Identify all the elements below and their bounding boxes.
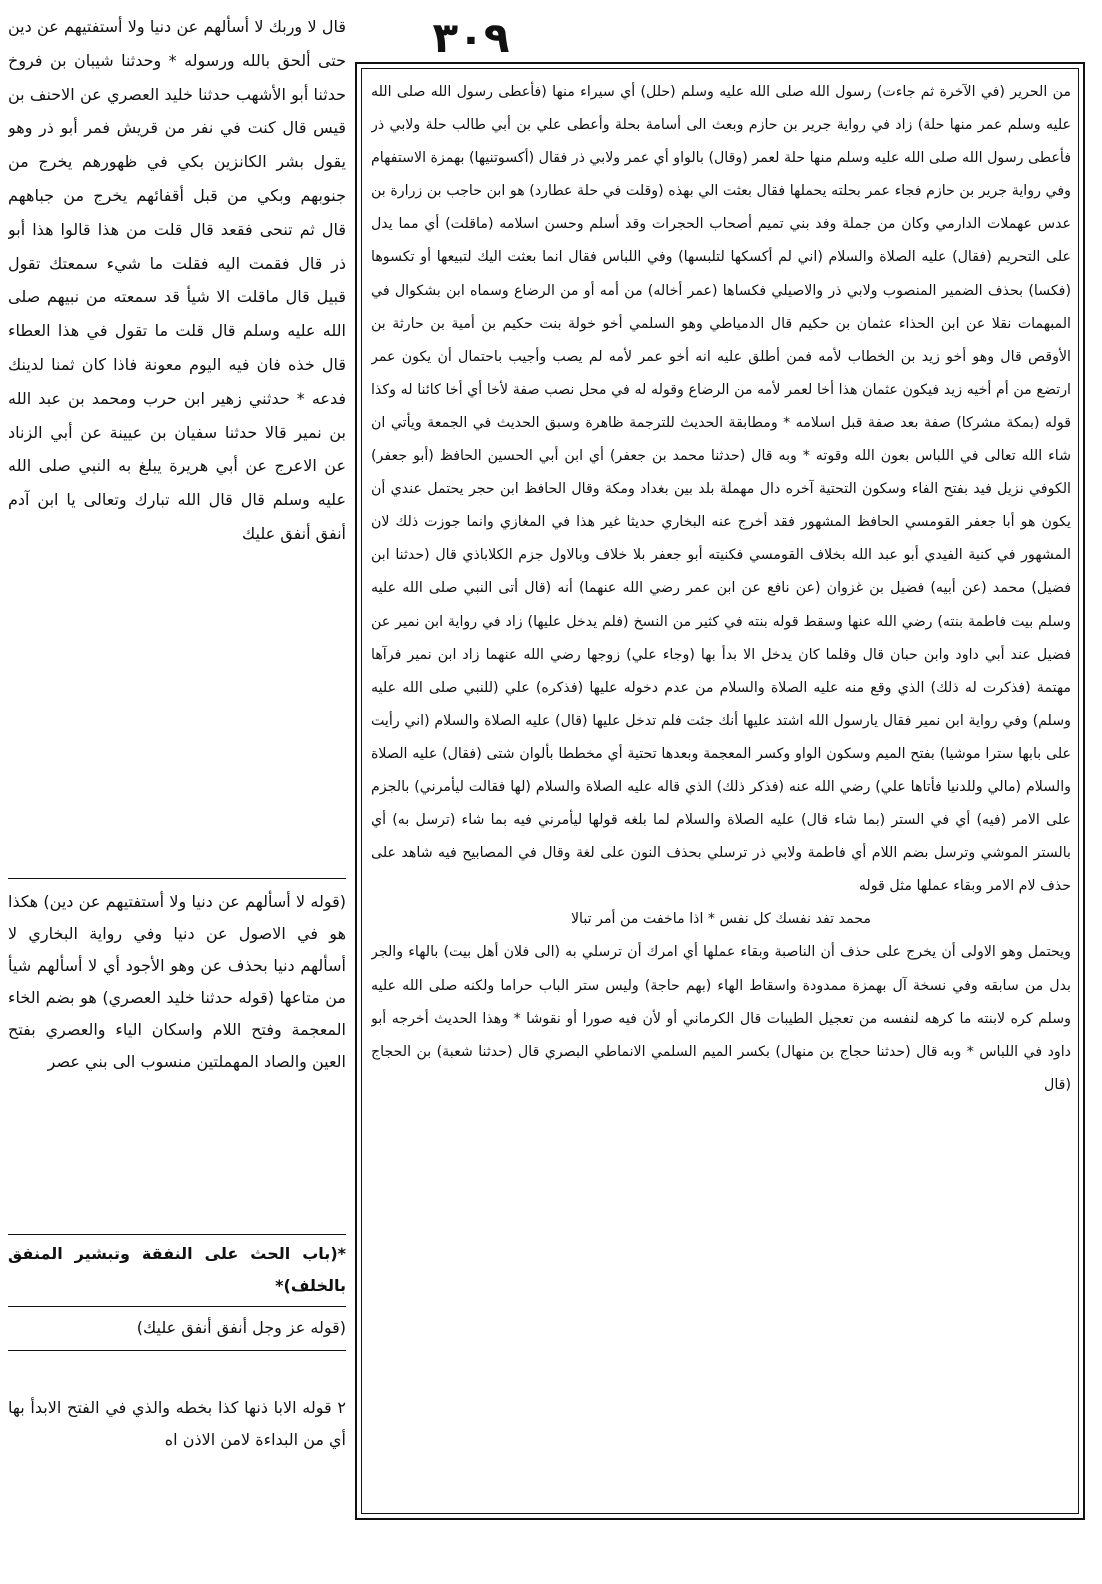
main-text-frame: [355, 62, 1085, 1520]
margin-note: (قوله عز وجل أنفق أنفق عليك): [136, 1318, 346, 1337]
chapter-heading: *(باب الحث على النفقة وتبشير المنفق بالخلف)*: [8, 1244, 346, 1295]
margin-divider: [8, 878, 346, 879]
main-paragraph: ويحتمل وهو الاولى أن يخرج على حذف أن الناصبة وبقاء عملها أي امرك أن ترسلي به (الى فلان أهل بيت) بالهاء والجر بدل من سابقه وفي نسخة آل بهمزة ممدودة واسقاط الهاء (بهم حاجة) وليس ستر الباب حراما ولكنه صلى الله عليه وسلم كره لابنته ما كرهه لنفسه من تعجيل الطيبات قال الكرماني أو لأن فيه صورا أو نقوشا * وهذا الحديث أخرجه أبو داود في اللباس * وبه قال (حدثنا حجاج بن منهال) بكسر الميم السلمي الانماطي البصري قال (حدثنا شعبة) بن الحجاج (قال: [371, 944, 1071, 1093]
main-commentary-text: [371, 76, 1071, 1506]
margin-paragraph: قال لا وربك لا أسألهم عن دنيا ولا أستفتيهم عن دين حتى ألحق بالله ورسوله * وحدثنا شيبان بن فروخ حدثنا أبو الأشهب حدثنا خليد العصري عن الاحنف بن قيس قال كنت في نفر من قريش فمر أبو ذر وهو يقول بشر الكانزين بكي في ظهورهم يخرج من جنوبهم وبكي من قبل أقفائهم يخرج من جباههم قال ثم تنحى فقعد قال قلت من هذا قالوا هذا أبو ذر قال فقمت اليه فقلت ما شيء سمعتك تقول قبيل قال ماقلت الا شيأ قد سمعته من نبيهم صلى الله عليه وسلم قال قلت ما تقول في هذا العطاء قال خذه فان فيه اليوم معونة فاذا كان ثمنا لدينك فدعه * حدثني زهير ابن حرب ومحمد بن عبد الله بن نمير قالا حدثنا سفيان بن عيينة عن أبي الزناد عن الاعرج عن أبي هريرة يبلغ به النبي صلى الله عليه وسلم قال قال الله تبارك وتعالى يا ابن آدم أنفق أنفق عليك: [8, 17, 346, 543]
margin-divider: [8, 1306, 346, 1307]
margin-divider: [8, 1234, 346, 1235]
margin-divider: [8, 1350, 346, 1351]
poetry-verse: محمد تفد نفسك كل نفس * اذا ماخفت من أمر تبالا: [570, 911, 872, 928]
margin-hadith-text: [8, 10, 346, 870]
main-paragraph: من الحرير (في الآخرة ثم جاءت) رسول الله صلى الله عليه وسلم (حلل) أي سيراء منها (فأعطى رسول الله صلى الله عليه وسلم عمر منها حلة) زاد في رواية جرير بن حازم وبعث الى أسامة بحلة وأعطى علي بن أبي طالب حلة ولابي ذر فأعطى رسول الله صلى الله عليه وسلم منها حلة لعمر (وقال) بالواو أي عمر ولابي ذر فقال (أكسوتنيها) بهمزة الاستفهام وفي رواية جرير بن حازم فجاء عمر بحلته يحملها فقال بعثت الي بهذه (وقلت في حلة عطارد) هو ابن حاجب بن زرارة بن عدس عهملات الدارمي وكان من جملة وفد بني تميم أصحاب الحجرات وقد أسلم وحسن اسلامه (ماقلت) أي مما يدل على التحريم (فقال) عليه الصلاة والسلام (اني لم أكسكها لتلبسها) وفي اللباس فقال انما بعثت اليك لتبيعها أو تكسوها (فكسا) بحذف الضمير المنصوب ولابي ذر والاصيلي فكساها (عمر أخاله) من أمه أو من الرضاع وسماه ابن بشكوال في المبهمات نقلا عن ابن الحذاء عثمان بن حكيم قال الدمياطي وهو السلمي أخو خولة بنت حكيم بن أمية بن حارثة بن الأوقص قال وهو أخو زيد بن الخطاب لأمه فمن أطلق عليه انه أخو عمر لأمه لم يصب وأجيب باحتمال أن يكون عمر ارتضع من أم أخيه زيد فيكون عثمان هذا أخا لعمر لأمه من الرضاع وقوله له في محل نصب صفة لأخا أي أخا كائنا له وكذا قوله (بمكة مشركا) صفة بعد صفة قبل اسلامه * ومطابقة الحديث للترجمة ظاهرة وسبق الحديث في الجمعة ويأتي ان شاء الله تعالى في اللباس بعون الله وقوته * وبه قال (حدثنا محمد بن جعفر) أي ابن أبي الحسين الحافظ (أبو جعفر) الكوفي نزيل فيد بفتح الفاء وسكون التحتية آخره دال مهملة بلد بين بغداد ومكة وقال الحافظ ابن حجر يحتمل عندي أن يكون هو أبا جعفر القومسي الحافظ المشهور فقد أخرج عنه البخاري حديثا غير هذا في المغازي وانما جوزت ذلك لان المشهور في كنية الفيدي أبو عبد الله بخلاف القومسي فكنيته أبو جعفر بلا خلاف وبالاول جزم الكلاباذي قال (حدثنا ابن فضيل) محمد (عن أبيه) فضيل بن غزوان (عن نافع عن ابن عمر رضي الله عنهما) أنه (قال أتى النبي صلى الله عليه وسلم بيت فاطمة بنته) رضي الله عنها وسقط قوله بنته في كثير من النسخ (فلم يدخل عليها) زاد في رواية ابن نمير عن فضيل عند أبي داود وابن حبان قال وقلما كان يدخل الا بدأ بها (وجاء علي) زوجها رضي الله عنهما زاد ابن نمير فرآها مهتمة (فذكرت له ذلك) الذي وقع منه عليه الصلاة والسلام من عدم دخوله عليها (فذكره) علي (للنبي صلى الله عليه وسلم) وفي رواية ابن نمير فقال يارسول الله اشتد عليها أنك جئت فلم تدخل عليها (قال) عليه الصلاة والسلام (اني رأيت على بابها سترا موشيا) بفتح الميم وسكون الواو وكسر المعجمة وبعدها تحتية أي مخططا بألوان شتى (فقال) عليه الصلاة والسلام (مالي وللدنيا فأتاها علي) رضي الله عنه (فذكر ذلك) الذي قاله عليه الصلاة والسلام (لها فقالت ليأمرني) بالجزم على الامر (فيه) أي في الستر (بما شاء قال) عليه الصلاة والسلام لما بلغه قولها ليأمرني فيه بما شاء (ترسل به) أي بالستر الموشي وترسل بضم اللام أي فاطمة ولابي ذر ترسلي بحذف النون على لغة وقال في المصابيح فيه شاهد على حذف لام الامر وبقاء عملها مثل قوله: [371, 84, 1071, 895]
page-number: ٣٠٩: [432, 13, 510, 62]
margin-note: (قوله لا أسألهم عن دنيا ولا أستفتيهم عن دين) هكذا هو في الاصول عن دنيا وفي رواية البخاري لا أسألهم دنيا بحذف عن وهو الأجود أي لا أسألهم شيأ من متاعها (قوله حدثنا خليد العصري) هو بضم الخاء المعجمة وفتح اللام واسكان الياء والعصري بفتح العين والصاد المهملتين منسوب الى بني عصر: [8, 892, 346, 1071]
footnote: ٢ قوله الابا ذنها كذا بخطه والذي في الفتح الابدأ بها أي من البداءة لامن الاذن اه: [8, 1398, 346, 1449]
